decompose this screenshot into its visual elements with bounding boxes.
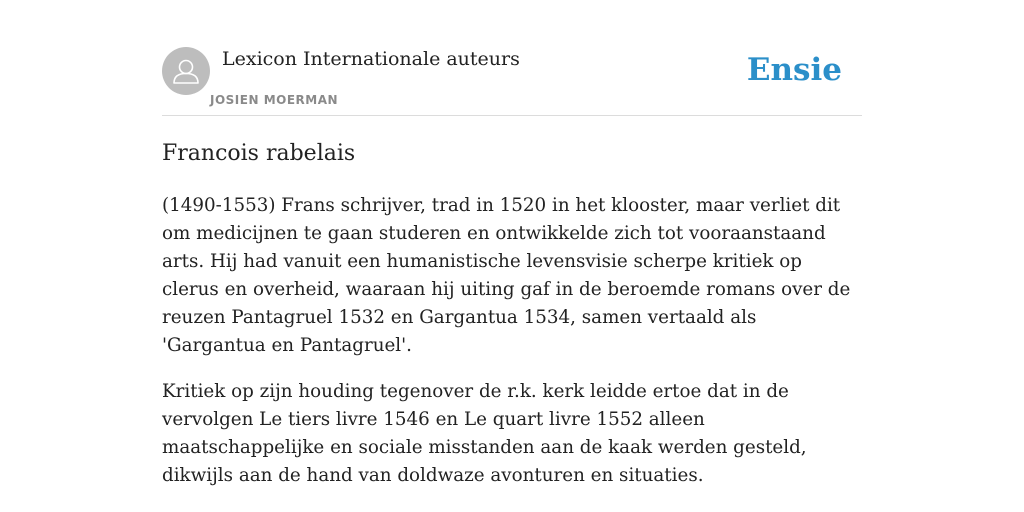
article-paragraph: (1490-1553) Frans schrijver, trad in 1520 in het klooster, maar verliet dit om medicijnen te gaan studeren en ontwikkelde zich tot vooraanstaand arts. Hij had vanuit een humanistische levensvisie scherpe kritiek op clerus en overheid, waaraan hij uiting gaf in de beroemde romans over de reuzen Pantagruel 1532 en Gargantua 1534, samen vertaald als 'Gargantua en Pantagruel'. — [162, 195, 851, 356]
header — [162, 45, 862, 116]
article-paragraph: Kritiek op zijn houding tegenover de r.k. kerk leidde ertoe dat in de vervolgen Le tiers livre 1546 en Le quart livre 1552 alleen maatschappelijke en sociale misstanden aan de kaak werden gesteld, dikwijls aan de hand van doldwaze avonturen en situaties. — [162, 381, 807, 486]
user-silhouette-icon — [162, 47, 210, 95]
source-title[interactable]: Lexicon Internationale auteurs — [222, 48, 520, 70]
user-avatar-icon[interactable] — [162, 47, 210, 95]
article — [162, 138, 862, 490]
article-title: Francois rabelais — [162, 141, 356, 166]
author-name[interactable]: JOSIEN MOERMAN — [210, 93, 339, 107]
ensie-logo[interactable]: Ensie — [746, 52, 842, 88]
